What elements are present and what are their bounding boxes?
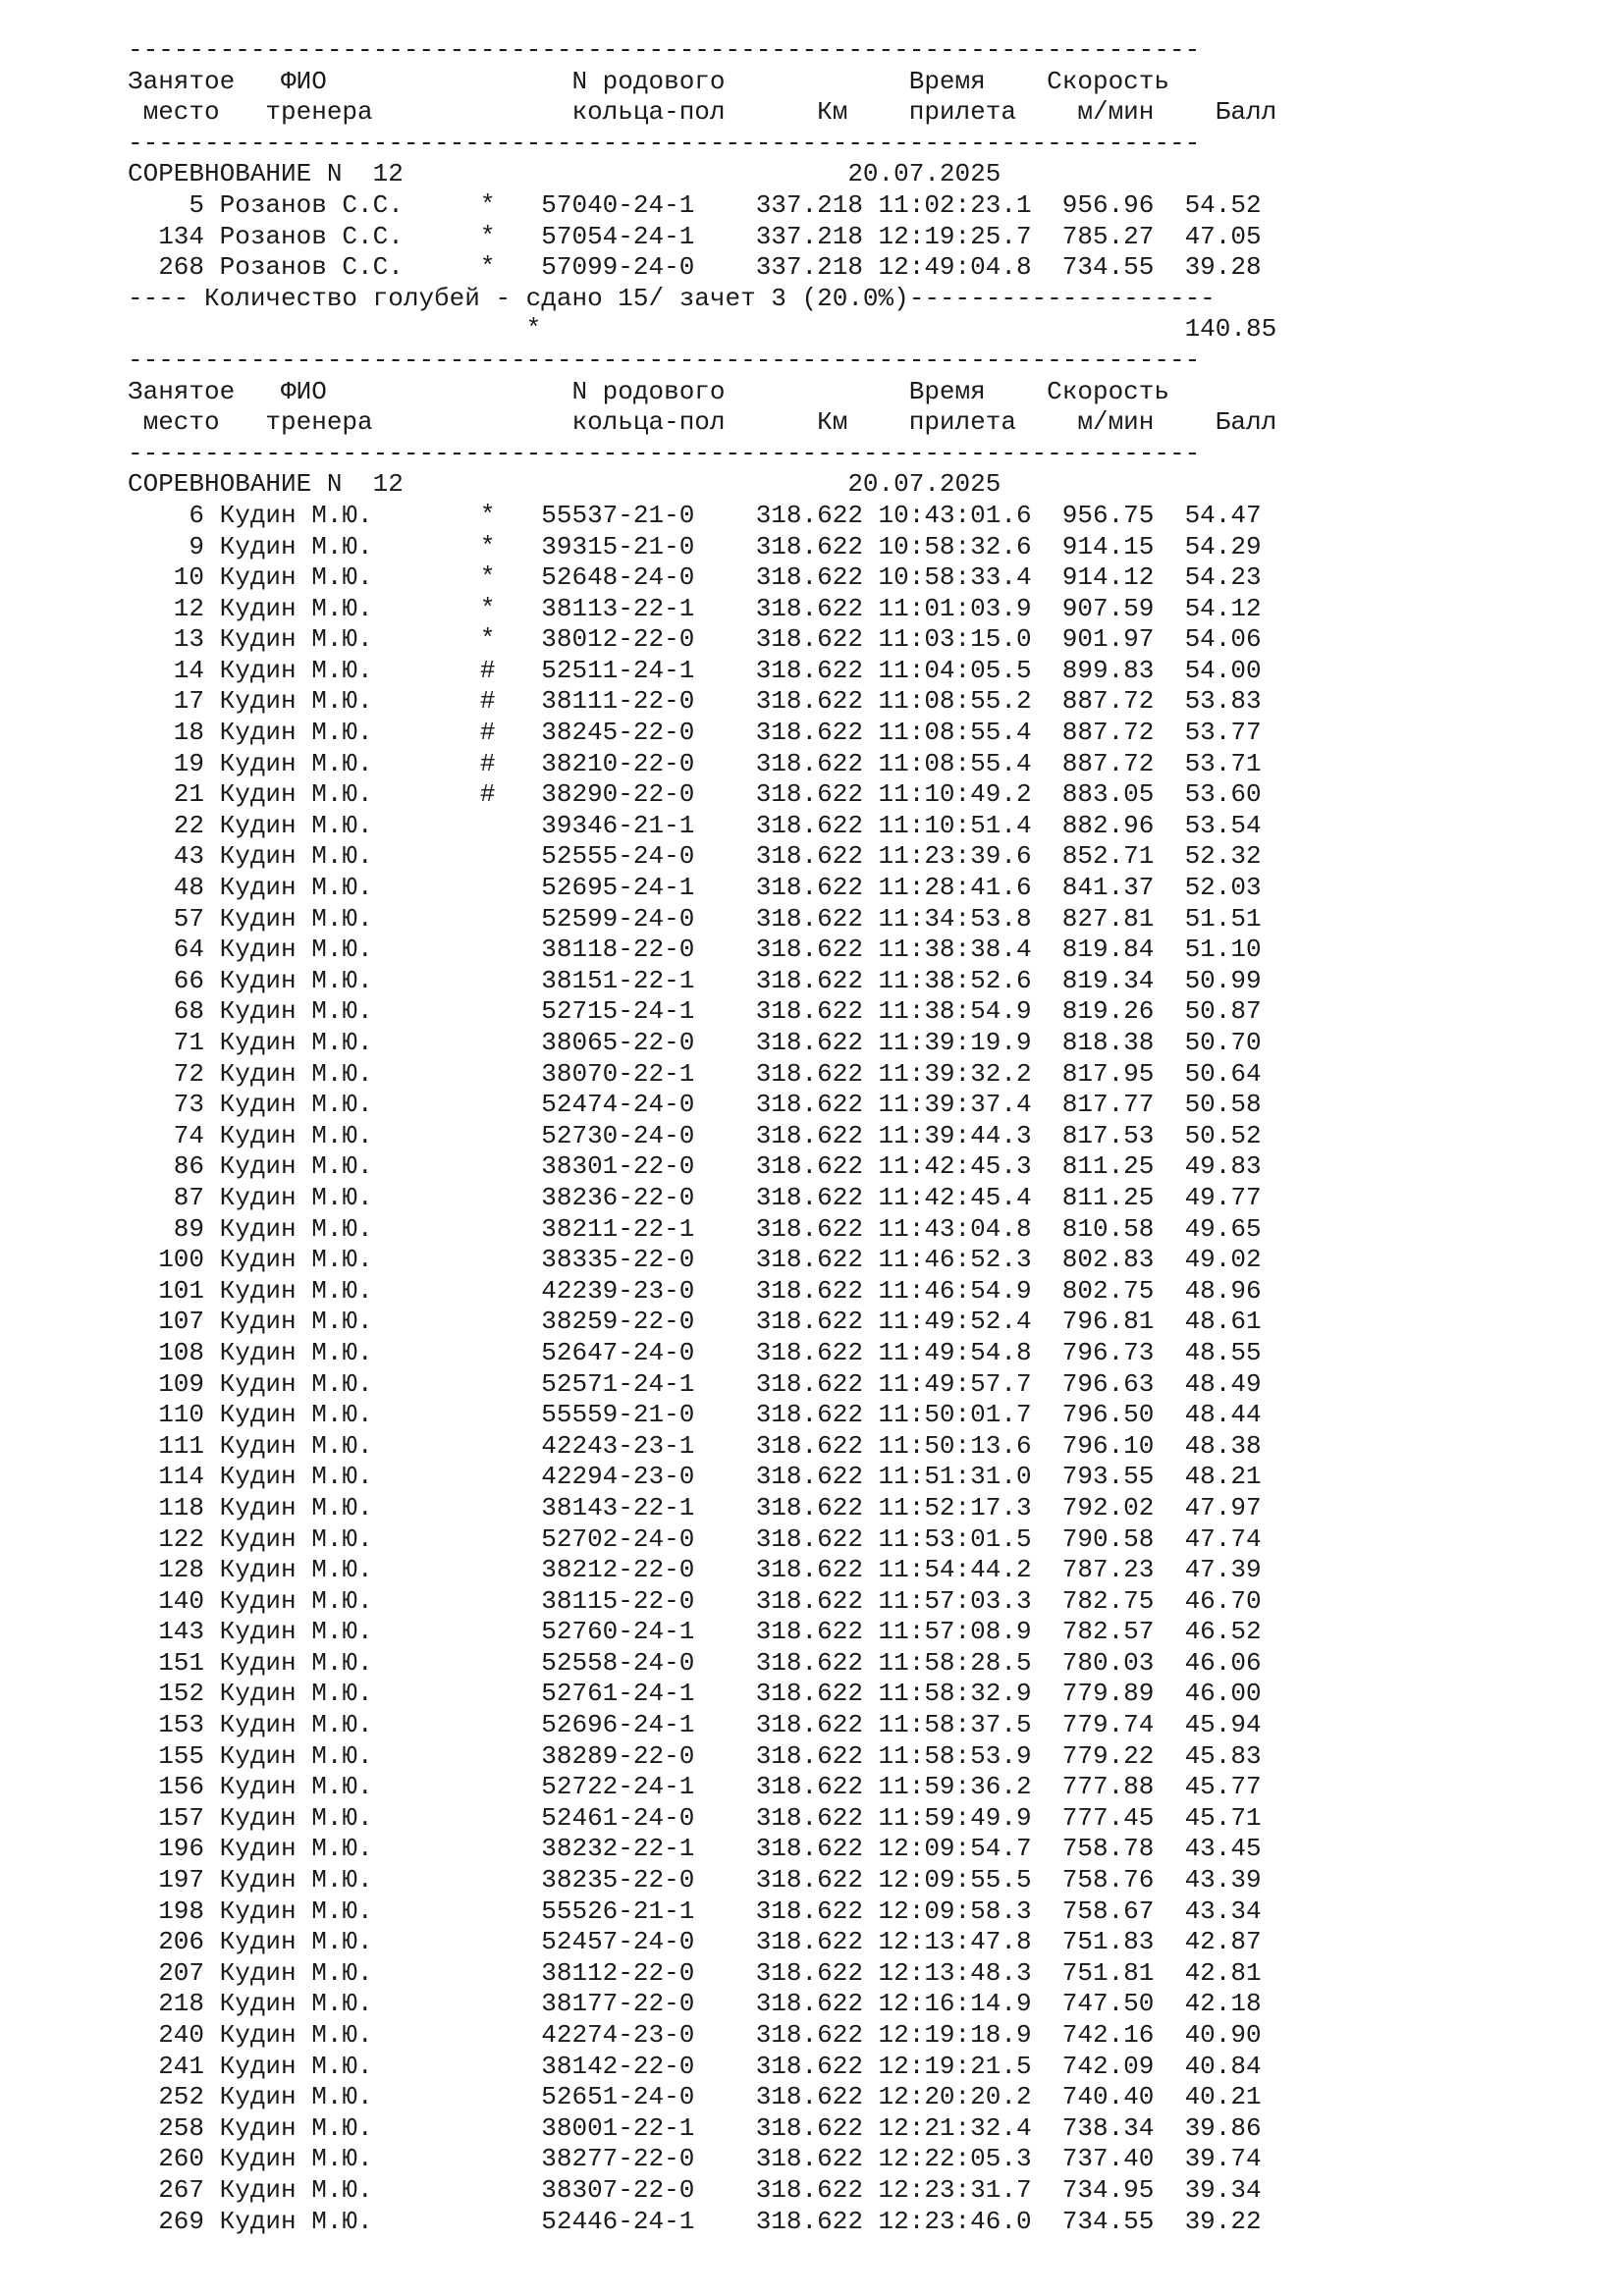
result-row: 218 Кудин М.Ю. 38177-22-0 318.622 12:16:14.9 747.50 42.18 [128, 1989, 1262, 2019]
result-row: 57 Кудин М.Ю. 52599-24-0 318.622 11:34:53.8 827.81 51.51 [128, 903, 1262, 934]
result-row: 6 Кудин М.Ю. * 55537-21-0 318.622 10:43:01.6 956.75 54.47 [128, 500, 1262, 530]
result-row: 128 Кудин М.Ю. 38212-22-0 318.622 11:54:44.2 787.23 47.39 [128, 1555, 1262, 1585]
column-header: место тренера кольца-пол Км прилета м/мин Балл [128, 407, 1277, 438]
competition-header: СОРЕВНОВАНИЕ N 12 20.07.2025 [128, 159, 1001, 189]
result-row: 152 Кудин М.Ю. 52761-24-1 318.622 11:58:32.9 779.89 46.00 [128, 1679, 1262, 1709]
result-row: 252 Кудин М.Ю. 52651-24-0 318.622 12:20:20.2 740.40 40.21 [128, 2082, 1262, 2112]
result-row: 260 Кудин М.Ю. 38277-22-0 318.622 12:22:05.3 737.40 39.74 [128, 2144, 1262, 2174]
result-row: 109 Кудин М.Ю. 52571-24-1 318.622 11:49:57.7 796.63 48.49 [128, 1368, 1262, 1399]
result-row: 241 Кудин М.Ю. 38142-22-0 318.622 12:19:21.5 742.09 40.84 [128, 2051, 1262, 2081]
competition-header: СОРЕВНОВАНИЕ N 12 20.07.2025 [128, 469, 1001, 500]
result-row: 73 Кудин М.Ю. 52474-24-0 318.622 11:39:37.4 817.77 50.58 [128, 1090, 1262, 1120]
result-row: 68 Кудин М.Ю. 52715-24-1 318.622 11:38:54.9 819.26 50.87 [128, 996, 1262, 1027]
result-row: 48 Кудин М.Ю. 52695-24-1 318.622 11:28:41.6 841.37 52.03 [128, 873, 1262, 903]
result-row: 100 Кудин М.Ю. 38335-22-0 318.622 11:46:52.3 802.83 49.02 [128, 1245, 1262, 1275]
result-row: 268 Розанов С.С. * 57099-24-0 337.218 12:49:04.8 734.55 39.28 [128, 252, 1262, 283]
result-row: 134 Розанов С.С. * 57054-24-1 337.218 12:19:25.7 785.27 47.05 [128, 221, 1262, 251]
result-row: 14 Кудин М.Ю. # 52511-24-1 318.622 11:04:05.5 899.83 54.00 [128, 655, 1262, 685]
separator-line: ---------------------------------------------------------------------- [128, 438, 1201, 468]
result-row: 9 Кудин М.Ю. * 39315-21-0 318.622 10:58:32.6 914.15 54.29 [128, 531, 1262, 561]
result-row: 197 Кудин М.Ю. 38235-22-0 318.622 12:09:55.5 758.76 43.39 [128, 1865, 1262, 1896]
result-row: 64 Кудин М.Ю. 38118-22-0 318.622 11:38:38.4 819.84 51.10 [128, 934, 1262, 965]
result-row: 118 Кудин М.Ю. 38143-22-1 318.622 11:52:17.3 792.02 47.97 [128, 1492, 1262, 1522]
result-row: 74 Кудин М.Ю. 52730-24-0 318.622 11:39:44.3 817.53 50.52 [128, 1120, 1262, 1150]
result-row: 153 Кудин М.Ю. 52696-24-1 318.622 11:58:37.5 779.74 45.94 [128, 1710, 1262, 1740]
result-row: 269 Кудин М.Ю. 52446-24-1 318.622 12:23:46.0 734.55 39.22 [128, 2206, 1262, 2236]
result-row: 206 Кудин М.Ю. 52457-24-0 318.622 12:13:47.8 751.83 42.87 [128, 1927, 1262, 1957]
result-row: 89 Кудин М.Ю. 38211-22-1 318.622 11:43:04.8 810.58 49.65 [128, 1213, 1262, 1244]
result-row: 258 Кудин М.Ю. 38001-22-1 318.622 12:21:32.4 738.34 39.86 [128, 2112, 1262, 2143]
result-row: 114 Кудин М.Ю. 42294-23-0 318.622 11:51:31.0 793.55 48.21 [128, 1462, 1262, 1492]
column-header: Занятое ФИО N родового Время Скорость [128, 66, 1169, 96]
column-header: место тренера кольца-пол Км прилета м/мин Балл [128, 97, 1277, 128]
result-row: 140 Кудин М.Ю. 38115-22-0 318.622 11:57:03.3 782.75 46.70 [128, 1585, 1262, 1616]
result-row: 267 Кудин М.Ю. 38307-22-0 318.622 12:23:31.7 734.95 39.34 [128, 2174, 1262, 2205]
result-row: 71 Кудин М.Ю. 38065-22-0 318.622 11:39:19.9 818.38 50.70 [128, 1028, 1262, 1057]
total-line: * 140.85 [128, 314, 1277, 345]
result-row: 151 Кудин М.Ю. 52558-24-0 318.622 11:58:28.5 780.03 46.06 [128, 1647, 1262, 1678]
result-row: 143 Кудин М.Ю. 52760-24-1 318.622 11:57:08.9 782.57 46.52 [128, 1617, 1262, 1647]
result-row: 110 Кудин М.Ю. 55559-21-0 318.622 11:50:01.7 796.50 48.44 [128, 1400, 1262, 1430]
result-row: 156 Кудин М.Ю. 52722-24-1 318.622 11:59:36.2 777.88 45.77 [128, 1772, 1262, 1802]
separator-line: ---------------------------------------------------------------------- [128, 35, 1201, 65]
result-row: 72 Кудин М.Ю. 38070-22-1 318.622 11:39:32.2 817.95 50.64 [128, 1058, 1262, 1089]
result-row: 5 Розанов С.С. * 57040-24-1 337.218 11:02:23.1 956.96 54.52 [128, 189, 1262, 220]
result-row: 66 Кудин М.Ю. 38151-22-1 318.622 11:38:52.6 819.34 50.99 [128, 965, 1262, 995]
result-row: 122 Кудин М.Ю. 52702-24-0 318.622 11:53:01.5 790.58 47.74 [128, 1523, 1262, 1554]
results-printout [128, 35, 1276, 2237]
result-row: 101 Кудин М.Ю. 42239-23-0 318.622 11:46:54.9 802.75 48.96 [128, 1275, 1262, 1306]
result-row: 107 Кудин М.Ю. 38259-22-0 318.622 11:49:52.4 796.81 48.61 [128, 1307, 1262, 1337]
result-row: 12 Кудин М.Ю. * 38113-22-1 318.622 11:01:03.9 907.59 54.12 [128, 593, 1262, 623]
result-row: 86 Кудин М.Ю. 38301-22-0 318.622 11:42:45.3 811.25 49.83 [128, 1151, 1262, 1182]
result-row: 108 Кудин М.Ю. 52647-24-0 318.622 11:49:54.8 796.73 48.55 [128, 1337, 1262, 1367]
separator-line: ---------------------------------------------------------------------- [128, 128, 1201, 158]
result-row: 87 Кудин М.Ю. 38236-22-0 318.622 11:42:45.4 811.25 49.77 [128, 1182, 1262, 1212]
result-row: 198 Кудин М.Ю. 55526-21-1 318.622 12:09:58.3 758.67 43.34 [128, 1896, 1262, 1926]
column-header: Занятое ФИО N родового Время Скорость [128, 376, 1169, 406]
separator-line: ---------------------------------------------------------------------- [128, 345, 1201, 375]
result-row: 240 Кудин М.Ю. 42274-23-0 318.622 12:19:18.9 742.16 40.90 [128, 2020, 1262, 2050]
result-row: 13 Кудин М.Ю. * 38012-22-0 318.622 11:03:15.0 901.97 54.06 [128, 624, 1262, 655]
result-row: 10 Кудин М.Ю. * 52648-24-0 318.622 10:58:33.4 914.12 54.23 [128, 562, 1262, 593]
result-row: 22 Кудин М.Ю. 39346-21-1 318.622 11:10:51.4 882.96 53.54 [128, 810, 1262, 840]
result-row: 19 Кудин М.Ю. # 38210-22-0 318.622 11:08:55.4 887.72 53.71 [128, 748, 1262, 778]
result-row: 43 Кудин М.Ю. 52555-24-0 318.622 11:23:39.6 852.71 52.32 [128, 841, 1262, 872]
summary-line: ---- Количество голубей - сдано 15/ зачет 3 (20.0%)-------------------- [128, 283, 1216, 313]
result-row: 157 Кудин М.Ю. 52461-24-0 318.622 11:59:49.9 777.45 45.71 [128, 1802, 1262, 1833]
result-row: 111 Кудин М.Ю. 42243-23-1 318.622 11:50:13.6 796.10 48.38 [128, 1430, 1262, 1461]
result-row: 17 Кудин М.Ю. # 38111-22-0 318.622 11:08:55.2 887.72 53.83 [128, 686, 1262, 717]
result-row: 196 Кудин М.Ю. 38232-22-1 318.622 12:09:54.7 758.78 43.45 [128, 1834, 1262, 1864]
result-row: 155 Кудин М.Ю. 38289-22-0 318.622 11:58:53.9 779.22 45.83 [128, 1740, 1262, 1771]
result-row: 207 Кудин М.Ю. 38112-22-0 318.622 12:13:48.3 751.81 42.81 [128, 1957, 1262, 1988]
result-row: 21 Кудин М.Ю. # 38290-22-0 318.622 11:10:49.2 883.05 53.60 [128, 779, 1262, 810]
result-row: 18 Кудин М.Ю. # 38245-22-0 318.622 11:08:55.4 887.72 53.77 [128, 718, 1262, 748]
